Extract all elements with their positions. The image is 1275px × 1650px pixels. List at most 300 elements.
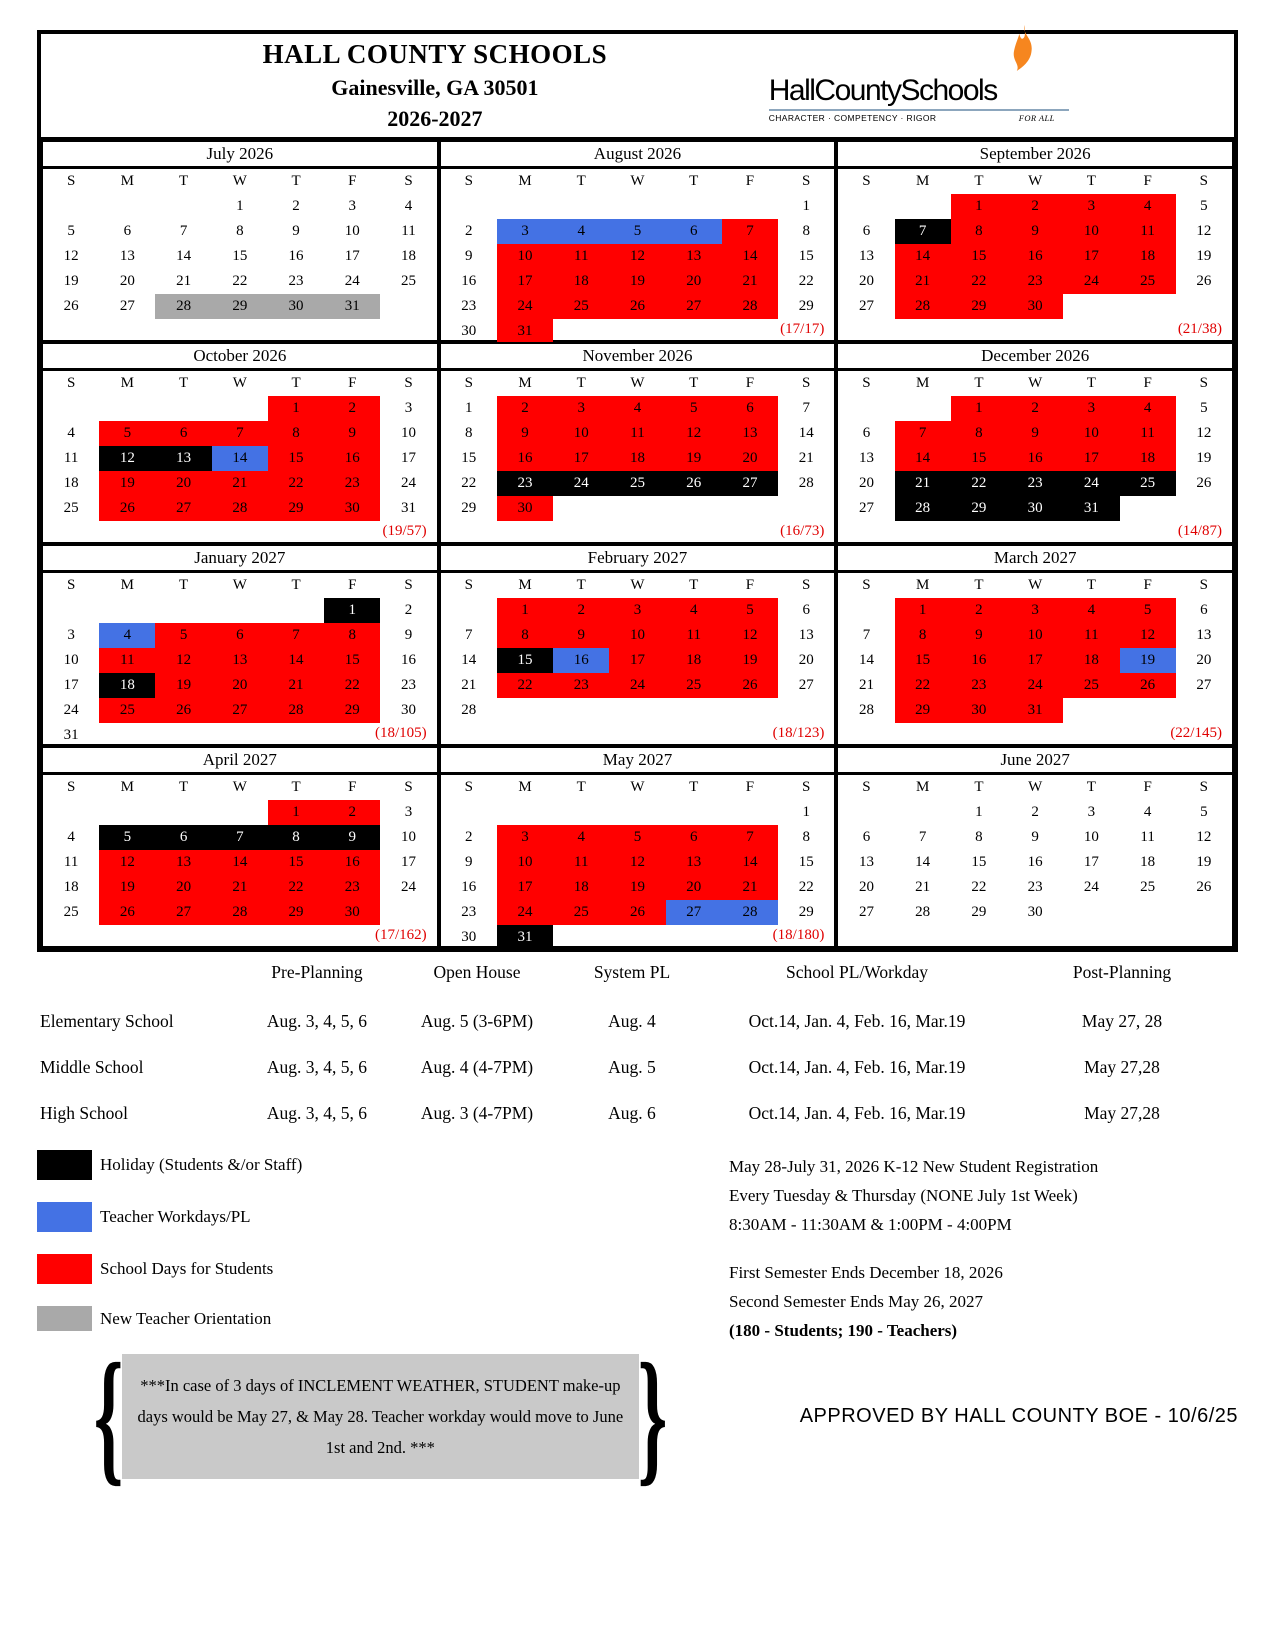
day-cell: 1 [951,396,1007,421]
day-cell: 9 [1031,829,1039,845]
day-cell: 13 [722,421,778,446]
school-level-label: Middle School [40,1057,144,1077]
day-cell: 29 [461,500,477,516]
day-cell: 12 [609,244,665,269]
day-cell: 24 [1063,471,1119,496]
day-cell [497,698,553,723]
day-cell: 18 [1063,648,1119,673]
day-cell: 23 [324,875,380,900]
day-cell: 5 [155,623,211,648]
day-cell: 13 [155,446,211,471]
day-cell: 8 [268,825,324,850]
day-cell: 6 [862,425,871,441]
district-address: Gainesville, GA 30501 [331,75,539,100]
day-cell [1120,698,1176,723]
day-cell: 19 [609,269,665,294]
weekday-header: T [179,779,189,795]
day-cell [155,723,211,748]
day-cell: 1 [951,194,1007,219]
schedule-column-header: Pre-Planning [271,962,363,982]
day-cell [609,319,665,344]
day-cell: 3 [348,198,357,214]
day-cell [99,194,155,219]
weekday-header: S [464,779,473,795]
day-cell: 5 [609,219,665,244]
inclement-weather-note [122,1354,638,1479]
day-cell: 13 [1196,627,1212,643]
day-cell: 10 [1063,421,1119,446]
day-cell: 20 [155,875,211,900]
weekday-header: T [576,173,586,189]
day-cell: 28 [915,904,931,920]
schedule-cell: Aug. 5 (3-6PM) [420,1011,534,1031]
day-cell: 29 [951,496,1007,521]
day-cell: 25 [99,698,155,723]
school-year: 2026-2027 [387,106,483,131]
weekday-header: S [404,779,413,795]
day-cell: 16 [324,446,380,471]
day-cell: 14 [461,652,477,668]
schedule-row [37,1057,1238,1078]
day-cell: 24 [497,294,553,319]
schedule-cell: Aug. 3, 4, 5, 6 [266,1057,368,1077]
day-cell [838,396,894,421]
header-titles [41,39,769,132]
day-cell [497,800,553,825]
day-cell: 21 [212,471,268,496]
day-cell: 13 [666,850,722,875]
month-grid [43,169,437,319]
district-title: HALL COUNTY SCHOOLS [262,39,608,69]
day-cell: 10 [63,652,79,668]
day-cell: 16 [461,879,477,895]
day-cell: 31 [1063,496,1119,521]
day-cell: 21 [798,450,814,466]
day-cell: 18 [609,446,665,471]
day-cell: 21 [895,471,951,496]
weekday-header: S [464,577,473,593]
day-cell [99,598,155,623]
day-cell [609,194,665,219]
weekday-header: S [802,375,811,391]
day-cell: 20 [666,875,722,900]
month-title: September 2026 [838,142,1232,169]
month-day-count: (21/38) [1177,321,1222,337]
day-cell [553,319,609,344]
day-cell [553,194,609,219]
day-cell: 27 [155,496,211,521]
day-cell: 26 [99,900,155,925]
weekday-header: M [916,577,930,593]
day-cell: 16 [951,648,1007,673]
schedule-cell: Aug. 6 [608,1103,656,1123]
day-cell [838,194,894,219]
weekday-header: W [1028,173,1043,189]
day-cell: 30 [268,294,324,319]
legend-label: School Days for Students [100,1259,274,1278]
day-cell: 7 [802,400,810,416]
weekday-header: S [464,375,473,391]
day-cell: 4 [1063,598,1119,623]
gray-swatch-icon [37,1306,92,1331]
weekday-header: M [916,375,930,391]
day-cell: 11 [609,421,665,446]
day-cell [722,698,778,723]
registration-line: Every Tuesday & Thursday (NONE July 1st Week) [729,1186,1078,1205]
day-cell: 3 [404,400,413,416]
day-cell: 29 [798,298,814,314]
day-cell [1063,294,1119,319]
day-cell: 27 [722,471,778,496]
day-cell: 21 [176,273,192,289]
day-cell: 20 [119,273,135,289]
day-cell: 30 [497,496,553,521]
day-cell: 19 [666,446,722,471]
weekday-header: S [862,779,871,795]
month-grid [441,573,835,723]
day-cell: 6 [666,219,722,244]
day-cell: 30 [951,698,1007,723]
weekday-header: T [576,375,586,391]
day-cell: 7 [895,219,951,244]
semester-note [729,1258,1003,1345]
day-cell [268,598,324,623]
day-cell [1120,294,1176,319]
header-section [41,34,1234,140]
month-title: July 2026 [43,142,437,169]
day-cell [666,194,722,219]
month-title: May 2027 [441,748,835,775]
month-grid [43,371,437,521]
flame-icon [1009,24,1035,77]
day-cell: 13 [858,248,874,264]
registration-note [729,1152,1098,1239]
day-cell: 18 [99,673,155,698]
day-cell: 4 [553,219,609,244]
day-cell: 19 [1196,450,1212,466]
weekday-header: M [120,779,135,795]
day-cell: 2 [465,829,473,845]
day-cell: 22 [951,269,1007,294]
day-cell: 1 [802,198,810,214]
day-cell: 9 [553,623,609,648]
weekday-header: W [1028,779,1043,795]
day-cell: 17 [553,446,609,471]
weekday-header: S [66,375,76,391]
day-cell: 27 [212,698,268,723]
weekday-header: T [1086,779,1096,795]
day-cell: 11 [553,244,609,269]
day-cell: 5 [99,825,155,850]
day-cell [778,698,834,723]
day-cell: 26 [1196,273,1212,289]
day-cell [553,496,609,521]
day-cell [43,396,99,421]
day-cell: 22 [324,673,380,698]
day-cell: 25 [1120,269,1176,294]
weekday-header: T [689,577,699,593]
day-cell [1120,496,1176,521]
weekday-header: W [630,577,645,593]
weekday-header: T [974,779,984,795]
weekday-header: W [232,779,247,795]
school-level-label: Elementary School [40,1011,174,1031]
month-march-2027 [836,544,1234,746]
day-cell: 15 [232,248,248,264]
schedule-cell: Oct.14, Jan. 4, Feb. 16, Mar.19 [748,1011,966,1031]
day-cell: 6 [862,223,871,239]
months-grid [41,140,1234,948]
schedule-cell: May 27,28 [1084,1057,1160,1077]
month-february-2027 [439,544,837,746]
day-cell: 14 [722,244,778,269]
day-cell: 4 [67,829,75,845]
day-cell [1176,294,1232,319]
day-cell: 20 [155,471,211,496]
day-cell: 23 [1007,269,1063,294]
day-cell: 15 [461,450,477,466]
schedule-header-blank [37,962,237,983]
day-cell: 29 [324,698,380,723]
day-cell: 30 [324,496,380,521]
day-cell: 5 [666,396,722,421]
schedule-column-header: Post-Planning [1072,962,1172,982]
weekday-header: M [916,173,930,189]
weekday-header: M [916,779,930,795]
day-cell: 12 [1196,223,1212,239]
day-cell: 25 [609,471,665,496]
day-cell [895,194,951,219]
day-cell: 5 [1200,400,1208,416]
day-cell [1063,698,1119,723]
day-cell: 10 [401,829,417,845]
month-april-2027 [41,746,439,948]
day-cell: 24 [1007,673,1063,698]
weekday-header: W [630,375,645,391]
day-cell: 16 [1027,854,1043,870]
day-cell: 24 [344,273,360,289]
day-cell: 2 [1031,804,1039,820]
day-cell: 4 [553,825,609,850]
day-cell: 27 [155,900,211,925]
day-cell: 15 [951,446,1007,471]
day-cell: 11 [553,850,609,875]
day-cell: 17 [1083,854,1099,870]
day-cell: 20 [666,269,722,294]
day-cell: 28 [722,294,778,319]
weekday-header: F [1143,779,1152,795]
day-cell: 12 [1120,623,1176,648]
day-cell: 29 [951,294,1007,319]
day-cell: 18 [63,475,79,491]
day-cell: 3 [404,804,413,820]
day-cell [99,800,155,825]
month-day-count: (18/180) [772,927,825,943]
day-cell [380,900,436,925]
weekday-header: T [291,779,301,795]
schedule-table [37,962,1238,1124]
month-day-count: (19/57) [382,523,427,539]
calendar-frame [37,30,1238,952]
day-cell: 25 [666,673,722,698]
day-cell: 15 [497,648,553,673]
day-cell: 6 [123,223,132,239]
day-cell: 6 [1200,602,1208,618]
day-cell: 13 [798,627,814,643]
day-cell: 29 [971,904,987,920]
day-cell: 22 [971,879,987,895]
day-cell: 23 [288,273,304,289]
month-title: March 2027 [838,546,1232,573]
day-cell: 9 [324,421,380,446]
day-cell [666,925,722,950]
red-swatch-icon [37,1254,92,1284]
weekday-header: T [974,577,984,593]
day-cell: 28 [895,496,951,521]
day-cell [1176,496,1232,521]
day-cell: 24 [609,673,665,698]
day-cell: 25 [63,904,79,920]
day-cell: 2 [324,396,380,421]
weekday-header: W [232,375,247,391]
day-cell [99,723,155,748]
day-cell: 3 [67,627,75,643]
day-cell: 10 [553,421,609,446]
day-cell: 20 [858,273,874,289]
day-cell: 26 [1120,673,1176,698]
day-cell: 17 [63,677,79,693]
day-cell: 8 [324,623,380,648]
day-cell: 17 [1063,244,1119,269]
weather-and-approval-row [79,1333,1238,1499]
day-cell: 9 [292,223,300,239]
weekday-header: F [348,173,357,189]
day-cell: 3 [1007,598,1063,623]
day-cell: 3 [609,598,665,623]
month-grid [838,775,1232,925]
day-cell: 11 [63,450,79,466]
day-cell: 4 [404,198,413,214]
day-cell: 22 [461,475,477,491]
day-cell: 21 [461,677,477,693]
day-cell: 23 [553,673,609,698]
day-cell: 20 [858,879,874,895]
weekday-header: S [66,173,76,189]
day-cell: 4 [609,396,665,421]
day-cell: 7 [895,421,951,446]
day-cell: 9 [465,854,473,870]
weekday-header: T [689,173,699,189]
day-cell: 9 [951,623,1007,648]
month-grid [838,169,1232,319]
weekday-header: T [974,173,984,189]
day-cell [553,698,609,723]
schedule-column-header: Open House [433,962,521,982]
day-cell [155,396,211,421]
day-cell: 30 [401,702,417,718]
day-cell [553,925,609,950]
day-cell: 10 [401,425,417,441]
month-grid [43,775,437,925]
day-cell: 15 [895,648,951,673]
day-cell: 16 [1007,244,1063,269]
day-cell: 3 [1063,194,1119,219]
day-cell: 20 [798,652,814,668]
month-june-2027 [836,746,1234,948]
day-cell: 22 [951,471,1007,496]
month-grid [441,169,835,344]
day-cell: 22 [268,875,324,900]
schedule-cell: Oct.14, Jan. 4, Feb. 16, Mar.19 [748,1057,966,1077]
day-cell: 21 [212,875,268,900]
day-cell: 23 [401,677,417,693]
weekday-header: M [120,375,135,391]
day-cell: 1 [975,804,983,820]
day-cell [43,800,99,825]
day-cell: 18 [666,648,722,673]
month-title: January 2027 [43,546,437,573]
day-cell: 9 [404,627,413,643]
weekday-header: F [745,173,755,189]
day-cell: 28 [461,702,477,718]
weekday-header: T [1086,173,1096,189]
day-cell: 14 [212,850,268,875]
day-cell: 5 [1120,598,1176,623]
day-cell: 21 [268,673,324,698]
day-cell: 2 [324,800,380,825]
schedule-row [37,1011,1238,1032]
day-cell [722,925,778,950]
day-cell: 18 [1140,854,1156,870]
day-cell: 15 [951,244,1007,269]
weekday-header: F [348,375,357,391]
day-cell: 27 [119,298,135,314]
day-cell: 25 [401,273,417,289]
day-cell: 22 [268,471,324,496]
day-cell: 12 [666,421,722,446]
day-cell: 31 [497,319,553,344]
month-september-2026 [836,140,1234,342]
day-cell: 25 [553,294,609,319]
day-cell: 23 [497,471,553,496]
day-cell: 14 [722,850,778,875]
day-cell: 15 [324,648,380,673]
day-cell [666,698,722,723]
day-cell: 14 [895,446,951,471]
day-cell: 11 [1120,219,1176,244]
day-cell: 12 [99,850,155,875]
day-cell: 6 [155,825,211,850]
day-cell: 8 [236,223,244,239]
weekday-header: M [518,779,532,795]
day-cell: 27 [666,900,722,925]
day-cell: 24 [1063,269,1119,294]
day-cell: 12 [155,648,211,673]
day-cell: 7 [722,825,778,850]
day-cell: 17 [401,450,417,466]
weekday-header: S [862,173,871,189]
day-cell: 3 [1087,804,1096,820]
day-cell: 12 [99,446,155,471]
day-cell: 30 [1007,496,1063,521]
day-cell: 20 [722,446,778,471]
weekday-header: S [1199,173,1209,189]
legend-label: Teacher Workdays/PL [100,1207,251,1226]
approved-text: APPROVED BY HALL COUNTY BOE - 10/6/25 [799,1405,1238,1427]
day-cell: 9 [497,421,553,446]
day-cell: 10 [1007,623,1063,648]
day-cell: 28 [155,294,211,319]
